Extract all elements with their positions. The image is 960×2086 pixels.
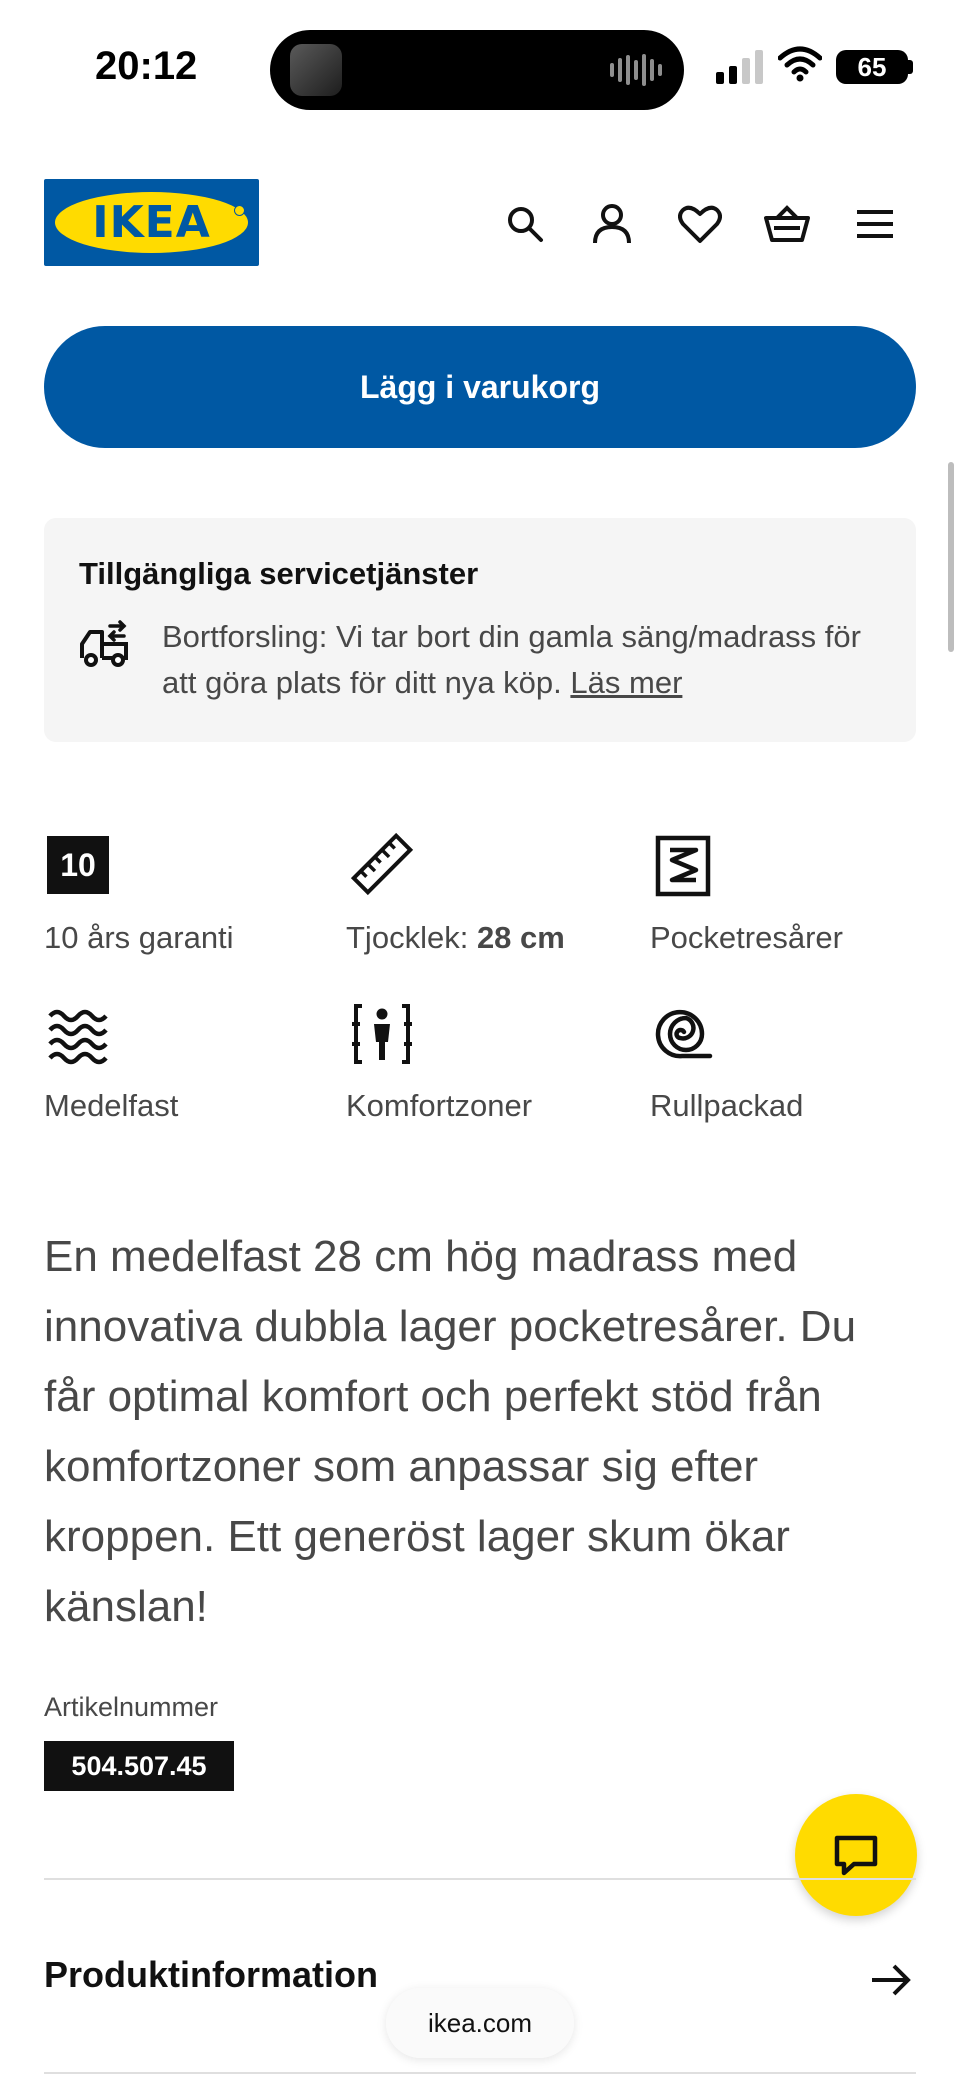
article-number-label: Artikelnummer — [44, 1692, 219, 1722]
firmness-label: Medelfast — [44, 1088, 179, 1123]
shopping-basket-icon[interactable] — [757, 194, 817, 254]
product-information-heading[interactable]: Produktinformation — [44, 1954, 378, 1995]
ruler-icon — [350, 832, 414, 896]
thickness-caption: Tjocklek: — [346, 920, 469, 955]
comfort-zones-label: Komfortzoner — [346, 1088, 533, 1123]
add-to-cart-button[interactable]: Lägg i varukorg — [44, 326, 916, 448]
menu-icon[interactable] — [845, 194, 905, 254]
section-divider — [44, 1878, 916, 1880]
warranty-10-icon: 10 — [47, 836, 109, 894]
service-box — [44, 518, 916, 742]
battery-indicator: 65 — [836, 50, 908, 84]
scrollbar[interactable] — [948, 462, 954, 652]
read-more-link[interactable]: Läs mer — [570, 665, 683, 700]
comfort-zones-icon — [350, 1002, 414, 1066]
status-time: 20:12 — [95, 44, 198, 88]
thickness-value: 28 cm — [476, 920, 565, 955]
pocket-spring-icon — [654, 834, 718, 898]
cellular-signal-icon — [716, 48, 763, 84]
medium-firm-waves-icon — [46, 1002, 110, 1066]
article-number-badge: 504.507.45 — [44, 1741, 234, 1791]
ikea-logo[interactable] — [44, 179, 259, 266]
warranty-label: 10 års garanti — [44, 920, 234, 955]
service-text: Bortforsling: Vi tar bort din gamla säng/madrass för att göra plats för ditt nya köp. — [162, 619, 861, 700]
arrow-right-icon[interactable] — [866, 1956, 914, 2004]
account-icon[interactable] — [582, 194, 642, 254]
browser-url-pill[interactable]: ikea.com — [386, 1988, 574, 2058]
service-title: Tillgängliga servicetjänster — [79, 556, 479, 591]
service-description — [162, 614, 882, 706]
chat-button[interactable] — [795, 1794, 917, 1916]
chat-bubble-icon — [832, 1833, 880, 1877]
logo-text: IKEA — [92, 197, 211, 248]
rolled-label: Rullpackad — [650, 1088, 804, 1123]
audio-waveform-icon — [610, 54, 662, 86]
dynamic-island — [270, 30, 684, 110]
search-icon[interactable] — [495, 194, 555, 254]
battery-tip — [908, 60, 913, 74]
thickness-label — [346, 920, 565, 956]
roll-packed-icon — [654, 1004, 718, 1068]
removal-truck-icon — [76, 618, 132, 670]
now-playing-thumbnail — [290, 44, 342, 96]
wifi-icon — [778, 46, 822, 82]
section-divider-bottom — [44, 2072, 916, 2074]
heart-icon[interactable] — [670, 194, 730, 254]
product-description: En medelfast 28 cm hög madrass med innovativa dubbla lager pocketresårer. Du får optimal komfort och perfekt stöd från komfortzoner som anpassar sig efter kroppen. Ett generöst lager skum ökar känslan! — [44, 1232, 857, 1631]
springs-label: Pocketresårer — [650, 920, 843, 955]
